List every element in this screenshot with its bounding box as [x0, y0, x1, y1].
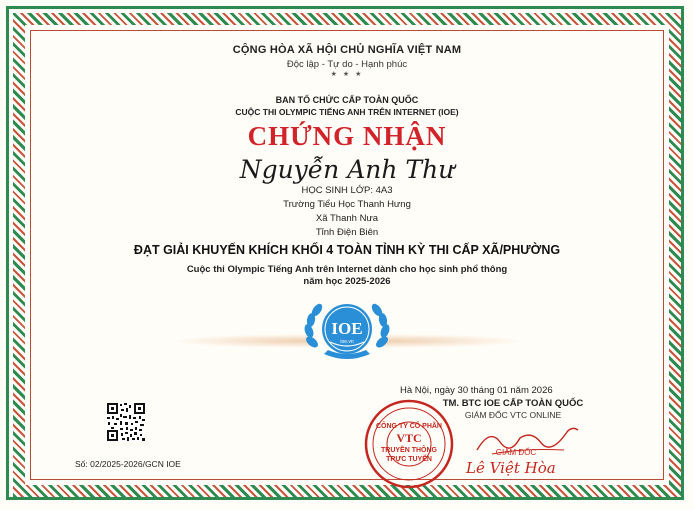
school-name: Trường Tiểu Học Thanh Hưng	[283, 199, 411, 210]
certificate-number: Số: 02/2025-2026/GCN IOE	[75, 459, 181, 469]
organizer-line-2: CUỘC THI OLYMPIC TIẾNG ANH TRÊN INTERNET (IOE)	[235, 107, 459, 117]
award-text: ĐẠT GIẢI KHUYẾN KHÍCH KHỐI 4 TOÀN TỈNH KỲ THI CẤP XÃ/PHƯỜNG	[133, 243, 561, 257]
stamp-seal-icon	[363, 398, 455, 490]
issue-date: Hà Nội, ngày 30 tháng 01 năm 2026	[400, 385, 553, 396]
student-grade: HỌC SINH LỚP: 4A3	[301, 185, 393, 196]
ioe-logo	[300, 298, 394, 364]
province-name: Tỉnh Điện Biên	[315, 227, 379, 238]
stars-divider: ★ ★ ★	[330, 71, 364, 78]
qr-code-icon	[106, 402, 146, 442]
svg-text:VTC: VTC	[396, 431, 422, 445]
logo-subtext: ioe.vn	[340, 339, 354, 345]
signer-name: Lê Việt Hòa	[466, 459, 556, 477]
signer-title-2: GIÁM ĐỐC VTC ONLINE	[464, 410, 562, 420]
svg-text:TRỰC TUYẾN: TRỰC TUYẾN	[386, 456, 432, 463]
certificate-title: CHỨNG NHẬN	[247, 121, 447, 151]
commune-name: Xã Thanh Nưa	[315, 213, 379, 224]
svg-text:CÔNG TY CỔ PHẦN: CÔNG TY CỔ PHẦN	[376, 423, 442, 430]
ornament-left	[170, 334, 310, 348]
qr-code	[106, 402, 146, 442]
motto: Độc lập - Tự do - Hạnh phúc	[286, 59, 408, 70]
official-stamp	[363, 398, 455, 490]
school-year: năm học 2025-2026	[303, 276, 391, 287]
student-name: Nguyễn Anh Thư	[239, 155, 455, 184]
signer-role: GIÁM ĐỐC	[495, 448, 537, 457]
ornament-right	[385, 334, 525, 348]
svg-text:TRUYỀN THÔNG: TRUYỀN THÔNG	[381, 447, 437, 454]
logo-text: IOE	[331, 319, 363, 338]
nation-heading: CỘNG HÒA XÃ HỘI CHỦ NGHĨA VIỆT NAM	[232, 44, 462, 56]
organizer-line-1: BAN TỔ CHỨC CẤP TOÀN QUỐC	[275, 95, 419, 105]
contest-description: Cuộc thi Olympic Tiếng Anh trên Internet dành cho học sinh phổ thông	[186, 264, 508, 275]
signer-title-1: TM. BTC IOE CẤP TOÀN QUỐC	[442, 398, 584, 409]
